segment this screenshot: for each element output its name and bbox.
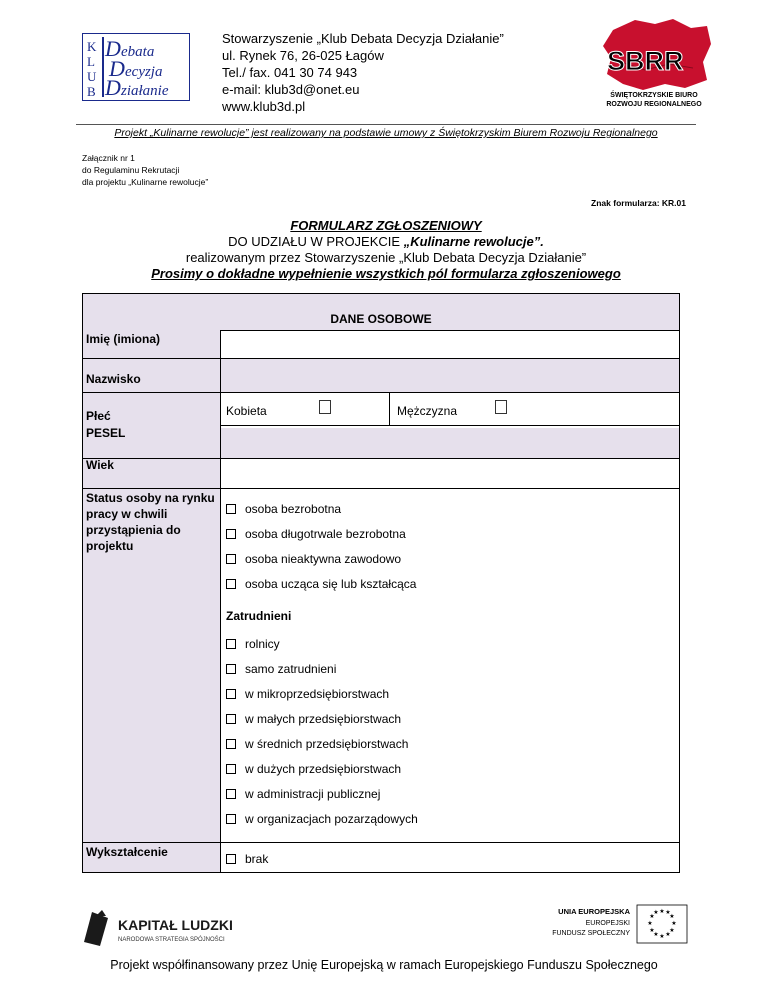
employed-option[interactable] [226, 762, 401, 776]
svg-text:★: ★ [659, 908, 665, 915]
header-divider [76, 124, 696, 125]
checkbox[interactable] [226, 664, 236, 674]
option-label: samo zatrudnieni [245, 662, 337, 676]
klub-letter: B [87, 84, 96, 99]
sex-male-checkbox[interactable] [495, 400, 507, 414]
project-statement: Projekt „Kulinarne rewolucje” jest realizowany na podstawie umowy z Świętokrzyskim Biurem Rozwoju Regionalnego [114, 127, 658, 139]
last-name-label: Nazwisko [86, 372, 141, 386]
employed-option[interactable] [226, 637, 280, 651]
klub-letter: U [87, 69, 97, 84]
option-label: rolnicy [245, 637, 280, 651]
option-label: w mikroprzedsiębiorstwach [245, 687, 390, 701]
svg-text:★: ★ [659, 933, 665, 940]
address-line: ul. Rynek 76, 26-025 Łagów [222, 48, 384, 63]
employed-option[interactable] [226, 712, 401, 726]
ue-line: EUROPEJSKI [585, 920, 630, 927]
checkbox[interactable] [226, 639, 236, 649]
klub-letter: K [87, 39, 97, 54]
organizer-line: realizowanym przez Stowarzyszenie „Klub Debata Decyzja Działanie” [185, 250, 587, 265]
first-name-field[interactable] [221, 331, 679, 358]
option-label: w administracji publicznej [245, 787, 381, 801]
svg-text:★: ★ [647, 920, 653, 927]
eu-logo [540, 903, 690, 947]
svg-text:★: ★ [653, 931, 659, 938]
annex-line: do Regulaminu Rekrutacji [82, 165, 180, 175]
education-label: Wykształcenie [86, 845, 168, 859]
first-name-label: Imię (imiona) [86, 332, 161, 346]
svg-text:★: ★ [649, 927, 655, 934]
form-subtitle [76, 234, 696, 250]
form-title: FORMULARZ ZGŁOSZENIOWY [290, 218, 482, 233]
sex-male-label: Mężczyzna [397, 404, 458, 418]
sbrr-map-graphic [595, 18, 715, 93]
option-label: osoba nieaktywna zawodowo [245, 552, 402, 566]
status-label: Status osoby na rynku pracy w chwili przystąpienia do projektu [86, 491, 215, 553]
option-label: w średnich przedsiębiorstwach [245, 737, 409, 751]
checkbox[interactable] [226, 764, 236, 774]
application-form-table [82, 293, 680, 873]
checkbox[interactable] [226, 739, 236, 749]
option-label: w dużych przedsiębiorstwach [245, 762, 402, 776]
svg-text:★: ★ [653, 909, 659, 916]
sbrr-caption-line: ROZWOJU REGIONALNEGO [606, 101, 702, 108]
klub-logo-graphic [83, 34, 189, 100]
address-line: Tel./ fax. 041 30 74 943 [222, 65, 358, 80]
annex-line: Załącznik nr 1 [82, 153, 135, 163]
checkbox[interactable] [226, 579, 236, 589]
svg-text:★: ★ [669, 913, 675, 920]
education-option[interactable] [226, 852, 268, 866]
svg-text:★: ★ [665, 909, 671, 916]
status-option[interactable] [226, 577, 416, 591]
klub-cap: D [109, 56, 125, 81]
klub-word: ecyzja [125, 64, 163, 80]
checkbox[interactable] [226, 504, 236, 514]
fill-instruction: Prosimy o dokładne wypełnienie wszystkich pól formularza zgłoszeniowego [151, 266, 621, 281]
subtitle-prefix: DO UDZIAŁU W PROJEKCIE [228, 234, 404, 249]
form-title-block [76, 218, 696, 282]
address-line: www.klub3d.pl [222, 99, 306, 114]
address-line: e-mail: klub3d@onet.eu [222, 82, 360, 97]
svg-text:★: ★ [649, 913, 655, 920]
ue-line: FUNDUSZ SPOŁECZNY [552, 930, 630, 937]
klub-word: ziałanie [121, 83, 169, 99]
option-label: w organizacjach pozarządowych [245, 812, 418, 826]
form-code: Znak formularza: KR.01 [591, 198, 686, 208]
ue-line: UNIA EUROPEJSKA [558, 907, 630, 916]
option-label: osoba długotrwale bezrobotna [245, 527, 406, 541]
status-option[interactable] [226, 527, 406, 541]
sbrr-caption-line: ŚWIĘTOKRZYSKIE BIURO [610, 92, 698, 99]
employed-heading: Zatrudnieni [226, 609, 292, 623]
employed-option[interactable] [226, 737, 408, 751]
last-name-field[interactable] [221, 359, 679, 392]
svg-text:★: ★ [671, 920, 677, 927]
option-label: w małych przedsiębiorstwach [245, 712, 402, 726]
svg-text:★: ★ [669, 927, 675, 934]
employed-option[interactable] [226, 662, 336, 676]
checkbox[interactable] [226, 554, 236, 564]
checkbox[interactable] [226, 714, 236, 724]
checkbox[interactable] [226, 529, 236, 539]
employed-option[interactable] [226, 787, 380, 801]
checkbox[interactable] [226, 814, 236, 824]
organization-address [222, 30, 504, 115]
option-label: osoba bezrobotna [245, 502, 342, 516]
kapital-ludzki-graphic [78, 908, 258, 948]
age-field[interactable] [221, 459, 679, 488]
checkbox[interactable] [226, 789, 236, 799]
sex-female-label: Kobieta [226, 404, 267, 418]
employed-option[interactable] [226, 687, 389, 701]
sbrr-caption [598, 91, 710, 109]
employed-option[interactable] [226, 812, 418, 826]
section-title: DANE OSOBOWE [330, 312, 432, 326]
klub-word: ebata [121, 44, 155, 60]
option-label: brak [245, 852, 269, 866]
kl-subtitle: NARODOWA STRATEGIA SPÓJNOŚCI [118, 937, 225, 943]
klub-letter: L [87, 54, 95, 69]
pesel-label: PESEL [86, 426, 126, 440]
status-option[interactable] [226, 502, 341, 516]
svg-text:★: ★ [665, 931, 671, 938]
eu-flag-graphic [540, 903, 690, 947]
checkbox[interactable] [226, 854, 236, 864]
age-label: Wiek [86, 458, 114, 472]
annex-line: dla projektu „Kulinarne rewolucje” [82, 177, 209, 187]
checkbox[interactable] [226, 689, 236, 699]
sex-label: Płeć [86, 409, 111, 423]
klub-cap: D [105, 75, 121, 100]
kl-title: KAPITAŁ LUDZKI [118, 917, 233, 933]
kapital-ludzki-logo [78, 908, 258, 948]
sbrr-text: SBRR [607, 46, 684, 76]
annex-note [82, 152, 208, 188]
pesel-field[interactable] [221, 426, 679, 458]
klub-logo [82, 33, 190, 101]
option-label: osoba ucząca się lub kształcąca [245, 577, 417, 591]
cofinancing-statement: Projekt współfinansowany przez Unię Europejską w ramach Europejskiego Funduszu Społecznego [110, 958, 658, 972]
status-option[interactable] [226, 552, 401, 566]
project-name: „Kulinarne rewolucje”. [403, 234, 544, 249]
klub-cap: D [105, 36, 121, 61]
address-line: Stowarzyszenie „Klub Debata Decyzja Działanie” [222, 31, 504, 46]
sex-female-checkbox[interactable] [319, 400, 331, 414]
